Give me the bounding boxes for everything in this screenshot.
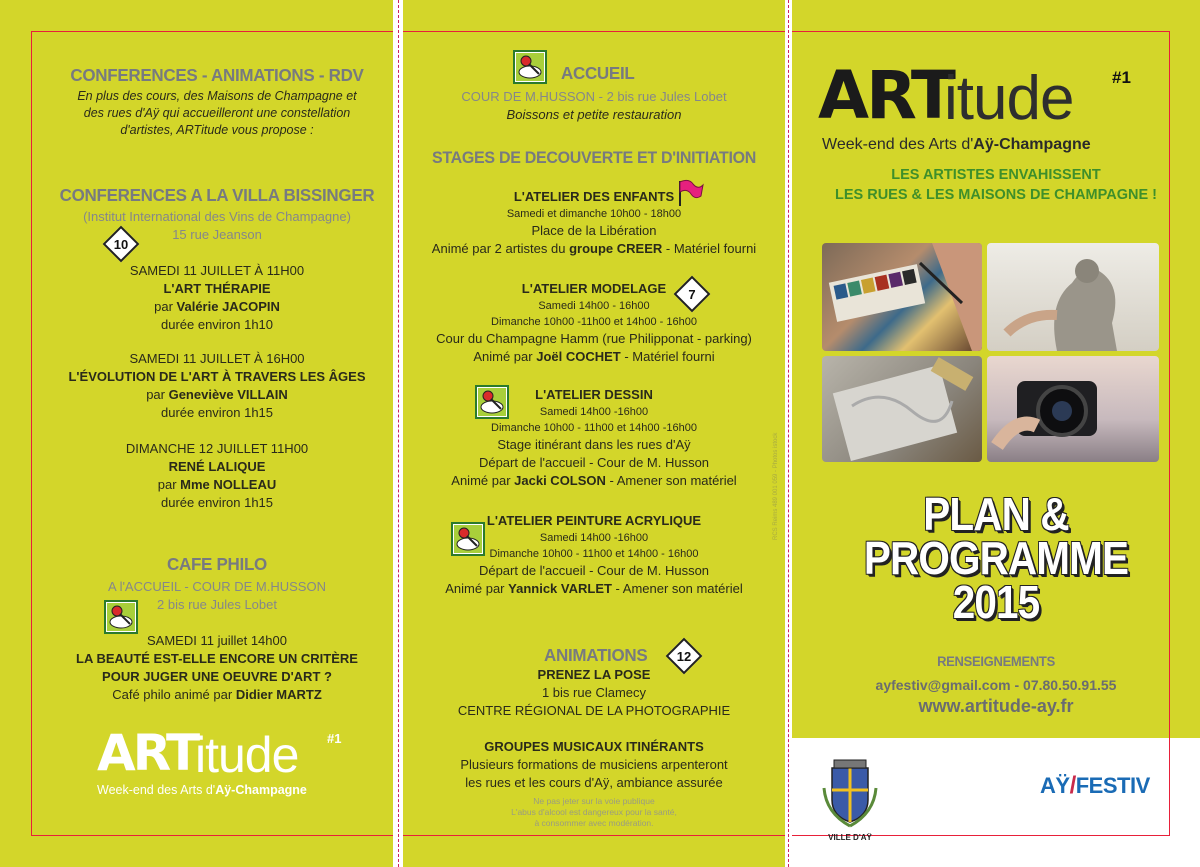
vertical-credit: RCS Reims 489 001 059 - Photos istock — [773, 432, 779, 540]
festiv-name: FESTIV — [1075, 773, 1150, 798]
atelier-place: Cour du Champagne Hamm (rue Philipponat - parking) — [436, 331, 752, 346]
intro-line: d'artistes, ARTitude vous propose : — [120, 123, 314, 137]
title-line: PLAN & — [923, 488, 1069, 540]
atelier-anim: Animé par 2 artistes du — [431, 241, 570, 256]
atelier-material: - Matériel fourni — [662, 241, 757, 256]
atelier-material: - Amener son matériel — [611, 581, 743, 596]
groupes-musicaux — [403, 738, 785, 792]
accueil-info: Boissons et petite restauration — [506, 107, 682, 122]
conference-speaker: Valérie JACOPIN — [176, 299, 280, 314]
festiv-ay: AŸ — [1040, 773, 1070, 798]
contact-phone[interactable]: 07.80.50.91.55 — [1023, 677, 1117, 693]
atelier-time: Samedi 14h00 -16h00 — [539, 532, 649, 544]
fold-line-2 — [788, 0, 789, 867]
atelier-material: - Amener son matériel — [605, 473, 737, 488]
badge-number: 10 — [113, 236, 129, 252]
prenez-la-pose — [403, 666, 785, 720]
stages-title: STAGES DE DECOUVERTE ET D'INITIATION — [432, 149, 756, 168]
atelier-anim: Animé par — [473, 349, 537, 364]
atelier-animator: Joël COCHET — [536, 349, 621, 364]
atelier-anim: Animé par — [445, 581, 509, 596]
contact-email[interactable]: ayfestiv@gmail.com — [875, 677, 1011, 693]
ville-label: VILLE D'AŸ — [828, 833, 872, 842]
conference-by: par — [146, 387, 169, 402]
flag-icon — [675, 178, 705, 208]
conference-date: SAMEDI 11 JUILLET À 11H00 — [129, 263, 305, 278]
conference-title: L'ART THÉRAPIE — [163, 281, 271, 296]
conference-1 — [22, 262, 412, 334]
conference-duration: durée environ 1h15 — [160, 405, 274, 420]
atelier-enfants — [403, 188, 785, 258]
atelier-place: Stage itinérant dans les rues d'Aÿ — [497, 437, 691, 452]
tagline-place: Aÿ-Champagne — [215, 783, 307, 797]
tagline-prefix: Week-end des Arts d' — [822, 136, 974, 153]
cafe-question: LA BEAUTÉ EST-ELLE ENCORE UN CRITÈRE — [76, 651, 358, 666]
artitude-logo-small — [97, 725, 357, 815]
animation-text: les rues et les cours d'Aÿ, ambiance assurée — [465, 775, 723, 790]
conference-speaker: Mme NOLLEAU — [180, 477, 277, 492]
atelier-time: Samedi 14h00 - 16h00 — [538, 300, 650, 312]
title-line: PROGRAMME — [863, 532, 1129, 584]
cafe-question: POUR JUGER UNE OEUVRE D'ART ? — [102, 669, 332, 684]
villa-address: 15 rue Jeanson — [172, 227, 262, 242]
disclaimer — [403, 796, 785, 829]
atelier-place: Départ de l'accueil - Cour de M. Husson — [478, 563, 710, 578]
atelier-dessin — [403, 386, 785, 490]
atelier-time: Dimanche 10h00 - 11h00 et 14h00 - 16h00 — [489, 548, 699, 560]
conference-title: RENÉ LALIQUE — [168, 459, 266, 474]
atelier-time: Dimanche 10h00 -11h00 et 14h00 - 16h00 — [491, 316, 697, 328]
logo-art: ART — [818, 57, 953, 134]
accueil-place: COUR DE M.HUSSON - 2 bis rue Jules Lobet — [461, 89, 727, 104]
atelier-anim: Animé par — [451, 473, 515, 488]
animation-place: CENTRE RÉGIONAL DE LA PHOTOGRAPHIE — [457, 703, 731, 718]
atelier-time: Dimanche 10h00 - 11h00 et 14h00 -16h00 — [491, 422, 697, 434]
intro-text — [22, 88, 412, 139]
main-title — [792, 488, 1200, 628]
panel2-content — [403, 0, 785, 867]
logo-itude: itude — [944, 64, 1074, 133]
cafe-address: 2 bis rue Jules Lobet — [157, 597, 277, 612]
renseignements-label: RENSEIGNEMENTS — [937, 653, 1055, 670]
disclaimer-line: L'abus d'alcool est dangereux pour la santé, — [511, 807, 677, 817]
contact-line — [792, 677, 1200, 693]
atelier-time: Samedi 14h00 -16h00 — [539, 406, 649, 418]
logo-itude: itude — [195, 727, 299, 783]
slogan — [792, 165, 1200, 205]
conference-date: DIMANCHE 12 JUILLET 11H00 — [125, 441, 309, 456]
atelier-place: Départ de l'accueil - Cour de M. Husson — [478, 455, 710, 470]
painter-icon — [513, 50, 547, 84]
animation-title: GROUPES MUSICAUX ITINÉRANTS — [484, 739, 704, 754]
cafe-place: A l'ACCUEIL - COUR DE M.HUSSON — [108, 579, 326, 594]
atelier-animator: Yannick VARLET — [508, 581, 612, 596]
photo-engraving — [822, 356, 982, 462]
atelier-title: L'ATELIER DES ENFANTS — [513, 189, 675, 204]
photo-camera — [987, 356, 1159, 462]
ville-ay-logo — [820, 758, 880, 848]
logo-edition: #1 — [1112, 68, 1131, 87]
atelier-time: Samedi et dimanche 10h00 - 18h00 — [506, 208, 682, 220]
conference-3 — [22, 440, 412, 512]
photo-watercolor — [822, 243, 982, 351]
intro-line: En plus des cours, des Maisons de Champagne et — [77, 89, 357, 103]
contact-separator: - — [1010, 677, 1024, 693]
tagline-place: Aÿ-Champagne — [973, 136, 1091, 153]
photo-sculpture — [987, 243, 1159, 351]
conference-speaker: Geneviève VILLAIN — [168, 387, 288, 402]
animations-title: ANIMATIONS — [544, 645, 648, 666]
animation-address: 1 bis rue Clamecy — [541, 685, 647, 700]
conference-title: L'ÉVOLUTION DE L'ART À TRAVERS LES ÂGES — [68, 369, 366, 384]
painter-icon — [104, 600, 138, 634]
cafe-title: CAFE PHILO — [167, 554, 267, 575]
panel1-content — [22, 0, 412, 867]
atelier-title: L'ATELIER PEINTURE ACRYLIQUE — [486, 513, 702, 528]
intro-title: CONFERENCES - ANIMATIONS - RDV — [70, 65, 364, 86]
atelier-animator: Jacki COLSON — [514, 473, 606, 488]
cafe-speaker: Didier MARTZ — [235, 687, 322, 702]
artitude-logo — [818, 57, 1138, 160]
logo-edition: #1 — [327, 731, 342, 746]
atelier-animator: groupe CREER — [569, 241, 663, 256]
atelier-peinture — [403, 512, 785, 598]
villa-subtitle: (Institut International des Vins de Champagne) — [83, 209, 351, 224]
intro-line: des rues d'Aÿ qui accueilleront une constellation — [83, 106, 351, 120]
slogan-line: LES RUES & LES MAISONS DE CHAMPAGNE ! — [835, 187, 1157, 203]
ay-festiv-logo: AŸ/FESTIV — [1040, 772, 1150, 799]
atelier-title: L'ATELIER MODELAGE — [521, 281, 667, 296]
animation-text: Plusieurs formations de musiciens arpenteront — [460, 757, 728, 772]
logo-tagline — [97, 783, 307, 797]
logo-tagline — [822, 136, 1091, 154]
badge-number: 7 — [688, 286, 696, 302]
logo-art: ART — [97, 724, 198, 782]
cafe-date: SAMEDI 11 juillet 14h00 — [147, 633, 287, 648]
disclaimer-line: à consommer avec modération. — [534, 818, 654, 828]
coat-of-arms-icon — [820, 758, 880, 828]
website-link[interactable]: www.artitude-ay.fr — [918, 696, 1074, 716]
conference-by: par — [157, 477, 181, 492]
cafe-by: Café philo animé par — [112, 687, 236, 702]
conference-2 — [22, 350, 412, 422]
atelier-title: L'ATELIER DESSIN — [535, 387, 653, 402]
badge-number: 12 — [676, 648, 692, 664]
conference-date: SAMEDI 11 JUILLET À 16H00 — [129, 351, 305, 366]
slogan-line: LES ARTISTES ENVAHISSENT — [891, 167, 1101, 183]
title-line: 2015 — [952, 576, 1040, 628]
villa-title: CONFERENCES A LA VILLA BISSINGER — [59, 185, 375, 206]
conference-by: par — [154, 299, 177, 314]
conference-duration: durée environ 1h10 — [160, 317, 274, 332]
cafe-details — [22, 632, 412, 704]
disclaimer-line: Ne pas jeter sur la voie publique — [533, 796, 655, 806]
panel3-content — [792, 0, 1200, 867]
accueil-title: ACCUEIL — [561, 63, 635, 84]
tagline-prefix: Week-end des Arts d' — [97, 783, 216, 797]
animation-title: PRENEZ LA POSE — [537, 667, 651, 682]
atelier-place: Place de la Libération — [531, 223, 657, 238]
atelier-material: - Matériel fourni — [620, 349, 715, 364]
conference-duration: durée environ 1h15 — [160, 495, 274, 510]
atelier-modelage — [403, 280, 785, 366]
